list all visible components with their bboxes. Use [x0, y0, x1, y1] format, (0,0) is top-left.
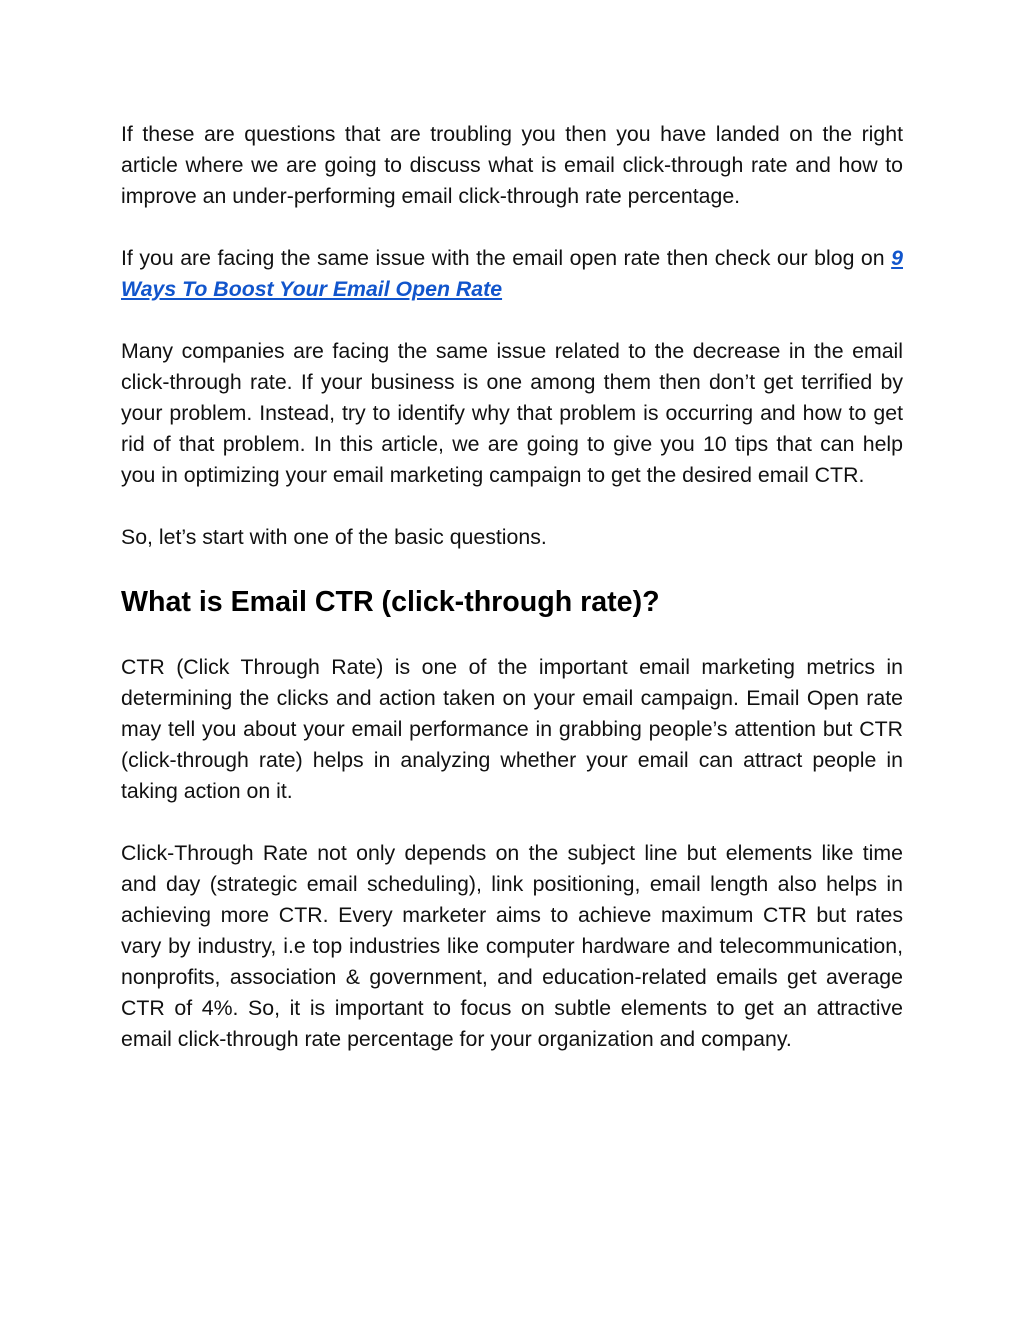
ctr-factors-paragraph: Click-Through Rate not only depends on the subject line but elements like time and day (strategic email scheduling), link positioning, email length also helps in achieving more CTR. Every marketer aims to achieve maximum CTR but rates vary by industry, i.e top industries like computer hardware and telecommunication, nonprofits, association & government, and education-related emails get average CTR of 4%. So, it is important to focus on subtle elements to get an attractive email click-through rate percentage for your organization and company. — [121, 841, 903, 1051]
section-heading: What is Email CTR (click-through rate)? — [121, 586, 660, 618]
open-rate-text: If you are facing the same issue with the email open rate then check our blog on — [121, 246, 892, 270]
open-rate-blog-link[interactable]: 9 Ways To Boost Your Email Open Rate — [121, 246, 903, 301]
intro-paragraph: If these are questions that are troubling you then you have landed on the right article where we are going to discuss what is email click-through rate and how to improve an under-performing email click-through rate percentage. — [121, 122, 903, 208]
companies-paragraph: Many companies are facing the same issue related to the decrease in the email click-through rate. If your business is one among them then don’t get terrified by your problem. Instead, try to identify why that problem is occurring and how to get rid of that problem. In this article, we are going to give you 10 tips that can help you in optimizing your email marketing campaign to get the desired email CTR. — [121, 339, 903, 487]
open-rate-paragraph — [121, 243, 903, 305]
ctr-definition-paragraph: CTR (Click Through Rate) is one of the important email marketing metrics in determining the clicks and action taken on your email campaign. Email Open rate may tell you about your email performance in grabbing people’s attention but CTR (click-through rate) helps in analyzing whether your email can attract people in taking action on it. — [121, 655, 903, 803]
document-page — [121, 119, 903, 1086]
start-paragraph: So, let’s start with one of the basic questions. — [121, 525, 547, 549]
